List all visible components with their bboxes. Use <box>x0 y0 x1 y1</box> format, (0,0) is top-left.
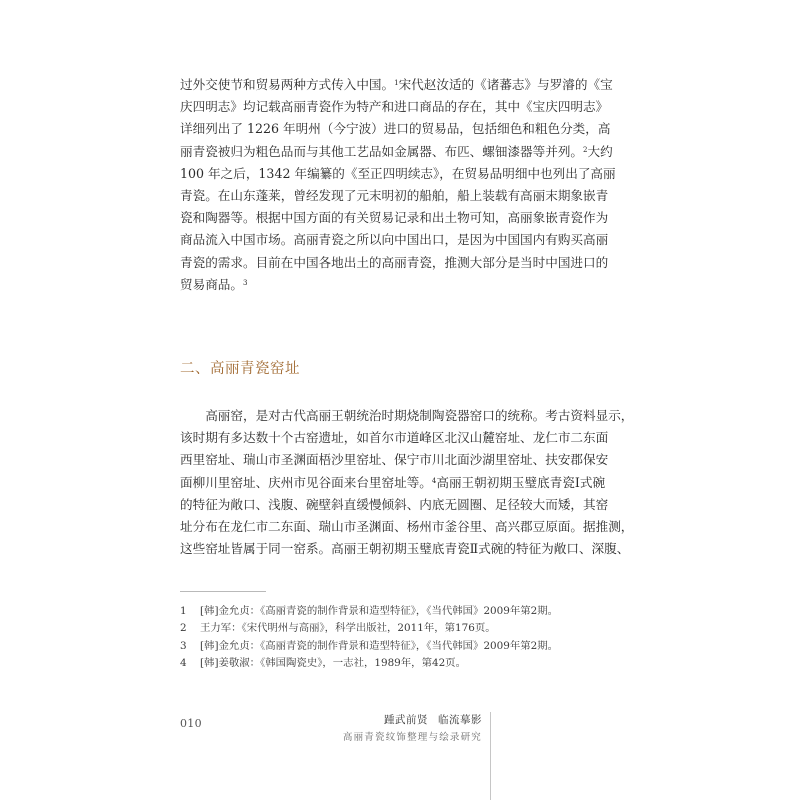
footnote-1 <box>180 603 610 620</box>
footnote-text: [韩]金允贞：《高丽青瓷的制作背景和造型特征》，《当代韩国》2009年第2期。 <box>200 639 559 652</box>
footnote-divider <box>180 591 266 592</box>
text-run: 过外交使节和贸易两种方式传入中国。 <box>180 77 395 92</box>
footnote-text: [韩]姜敬淑：《韩国陶瓷史》，一志社，1989年，第42页。 <box>200 657 466 670</box>
text-run: 宋代赵汝适的《诸蕃志》与罗濬的《宝 <box>398 77 613 92</box>
text-run: 高丽窑，是对古代高丽王朝统治时期烧制陶瓷器窑口的统称。考古资料显示， <box>180 408 634 423</box>
footnote-4 <box>180 655 610 672</box>
text-line <box>180 118 611 140</box>
text-run: 面柳川里窑址、庆州市见谷面来台里窑址等。 <box>180 474 432 490</box>
text-run: 址分布在龙仁市二东面、瑞山市圣渊面、杨州市釜谷里、高兴郡豆原面。据推测， <box>180 518 634 534</box>
book-subtitle: 高丽青瓷纹饰整理与绘录研究 <box>342 732 482 743</box>
text-line <box>180 274 602 296</box>
text-line <box>180 472 606 494</box>
text-line <box>180 207 609 229</box>
footnote-ref: 2 <box>583 145 588 154</box>
footnote-text: 王力军：《宋代明州与高丽》，科学出版社，2011年，第176页。 <box>200 622 496 635</box>
text-line <box>180 163 616 185</box>
book-title-part-b: 临流摹影 <box>438 714 482 726</box>
text-run: 西里窑址、瑞山市圣渊面梧沙里窑址、保宁市川北面沙湖里窑址、扶安郡保安 <box>180 452 609 468</box>
footnote-number: 2 <box>180 622 187 635</box>
text-line <box>180 185 609 207</box>
footnote-number: 3 <box>180 639 187 652</box>
text-run: 的特征为敞口、浅腹、碗壁斜直缓慢倾斜、内底无圆圈、足径较大而矮，其窑 <box>180 496 609 512</box>
text-run: 商品流入中国市场。高丽青瓷之所以向中国出口，是因为中国国内有购买高丽 <box>180 232 609 248</box>
text-line <box>180 141 613 163</box>
footer-vertical-rule <box>490 712 491 800</box>
body-paragraph-trade <box>180 74 616 296</box>
text-line <box>180 229 609 251</box>
body-paragraph-kilns <box>180 405 634 560</box>
text-run: 贸易商品。 <box>180 276 243 292</box>
text-run: 庆四明志》均记载高丽青瓷作为特产和进口商品的存在，其中《宝庆四明志》 <box>180 99 609 115</box>
text-run: 详细列出了 1226 年明州（今宁波）进口的贸易品，包括细色和粗色分类，高 <box>180 121 611 137</box>
text-line <box>180 516 634 538</box>
text-line <box>180 405 634 427</box>
footnote-3 <box>180 638 610 655</box>
text-run: 瓷和陶器等。根据中国方面的有关贸易记录和出土物可知，高丽象嵌青瓷作为 <box>180 210 609 226</box>
text-run: 该时期有多达数十个古窑遗址，如首尔市道峰区北汉山麓窑址、龙仁市二东面 <box>180 430 609 446</box>
section-heading: 二、高丽青瓷窑址 <box>180 361 300 377</box>
footnote-number: 1 <box>180 605 187 617</box>
text-run: 高丽王朝初期玉璧底青瓷Ⅰ式碗 <box>436 474 606 490</box>
text-line <box>180 74 613 96</box>
text-line <box>180 538 630 560</box>
text-line <box>180 252 609 274</box>
text-line <box>180 427 609 449</box>
running-footer <box>343 712 482 743</box>
text-run: 青瓷的需求。目前在中国各地出土的高丽青瓷，推测大部分是当时中国进口的 <box>180 254 609 270</box>
text-line <box>180 449 609 471</box>
footnote-ref: 3 <box>242 278 248 287</box>
text-line <box>180 494 609 516</box>
footnote-ref: 4 <box>431 476 437 485</box>
text-run: 100 年之后，1342 年编纂的《至正四明续志》，在贸易品明细中也列出了高丽 <box>180 165 616 181</box>
text-run: 青瓷。在山东蓬莱，曾经发现了元末明初的船舶，船上装载有高丽末期象嵌青 <box>180 187 609 203</box>
footnote-2 <box>180 620 610 637</box>
text-run: 丽青瓷被归为粗色品而与其他工艺品如金属器、布匹、螺钿漆器等并列。 <box>180 143 583 159</box>
book-title <box>343 712 482 727</box>
text-run: 大约 <box>587 143 613 159</box>
footnotes <box>180 603 610 673</box>
text-line <box>180 96 609 118</box>
footnote-ref: 1 <box>394 79 399 87</box>
footnote-number: 4 <box>180 657 187 670</box>
book-title-part-a: 踵武前贤 <box>384 714 428 726</box>
page-number: 010 <box>180 717 202 730</box>
footnote-text: [韩]金允贞：《高丽青瓷的制作背景和造型特征》，《当代韩国》2009年第2期。 <box>200 605 559 617</box>
text-run: 这些窑址皆属于同一窑系。高丽王朝初期玉璧底青瓷Ⅱ式碗的特征为敞口、深腹、 <box>180 541 630 557</box>
